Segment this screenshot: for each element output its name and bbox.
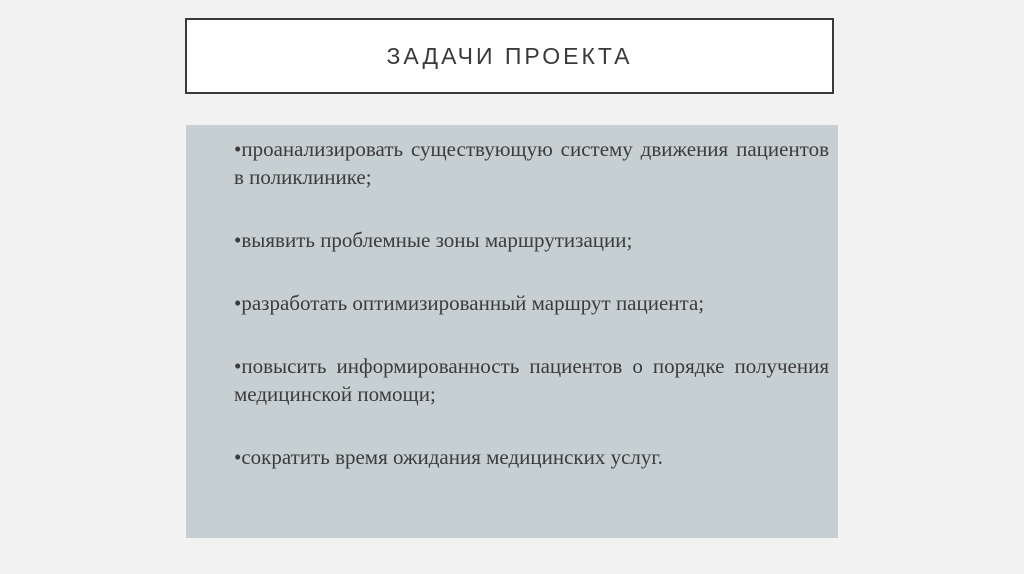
task-item: •разработать оптимизированный маршрут пациента; (234, 291, 705, 315)
task-list (186, 125, 838, 538)
task-item: •проанализировать существующую систему движения пациентов в поликлинике; (234, 137, 829, 189)
task-item: •выявить проблемные зоны маршрутизации; (234, 228, 633, 252)
task-item: •повысить информированность пациентов о порядке получения медицинской помощи; (234, 354, 829, 406)
slide-title: ЗАДАЧИ ПРОЕКТА (386, 42, 633, 69)
title-box (185, 18, 834, 94)
task-item: •сократить время ожидания медицинских услуг. (234, 445, 663, 469)
